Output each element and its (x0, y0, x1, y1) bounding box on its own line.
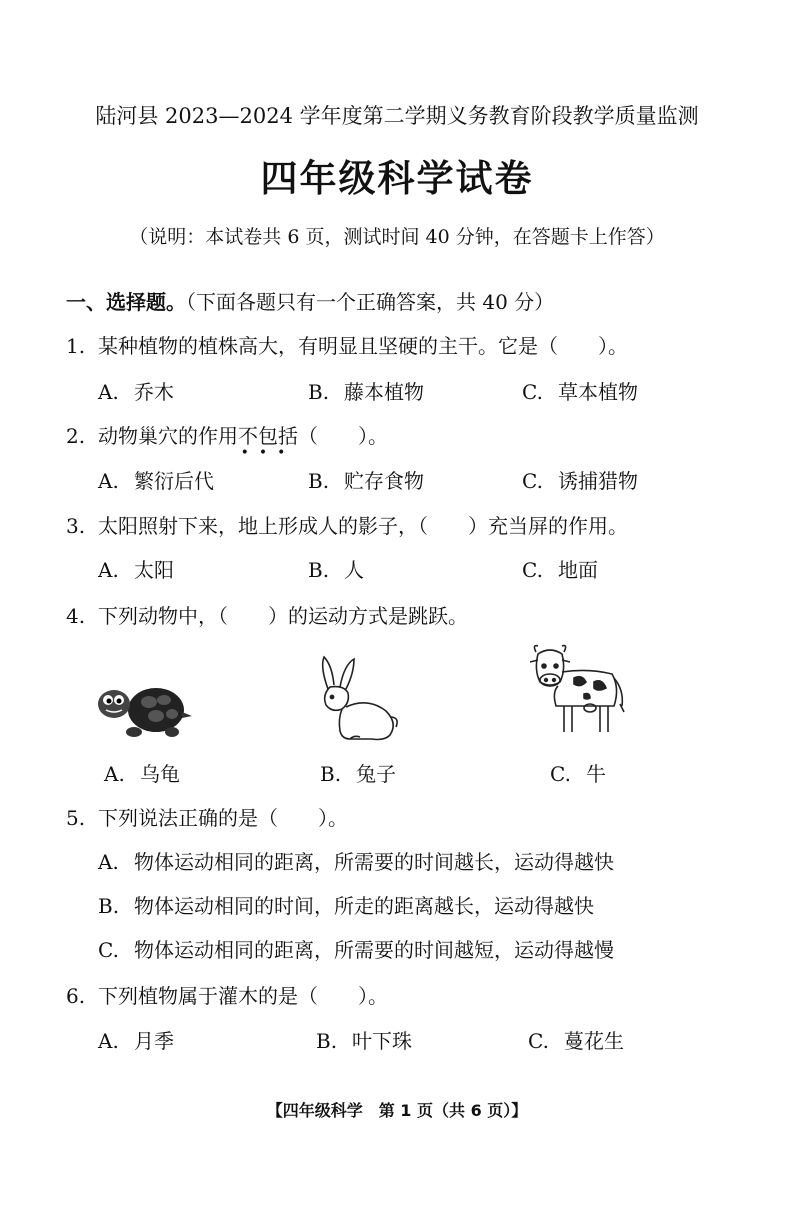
option-3a: A. 太阳 (98, 558, 174, 582)
question-text: 某种植物的植株高大，有明显且坚硬的主干。它是（ ）。 (98, 334, 628, 358)
section-title: 一、选择题。 (66, 290, 186, 314)
option-1a: A. 乔木 (98, 380, 174, 404)
question-number: 4. (66, 604, 86, 628)
question-4 (66, 600, 468, 629)
question-1 (66, 330, 628, 359)
option-1c: C. 草本植物 (522, 380, 638, 404)
question-text: 太阳照射下来，地上形成人的影子，（ ）充当屏的作用。 (98, 514, 628, 538)
question-text: 下列动物中，（ ）的运动方式是跳跃。 (98, 604, 468, 628)
option-1b: B. 藤本植物 (308, 380, 424, 404)
question-6 (66, 980, 388, 1009)
option-3b: B. 人 (308, 558, 364, 582)
option-3c: C. 地面 (522, 558, 598, 582)
exam-instructions: （说明：本试卷共 6 页，测试时间 40 分钟，在答题卡上作答） (129, 226, 665, 248)
question-number: 5. (66, 806, 86, 830)
section-heading (66, 286, 554, 315)
question-2: 2. 动物巢穴的作用不包括 ••• （ ）。 (66, 420, 388, 449)
page-title: 四年级科学试卷 (260, 157, 534, 200)
question-3 (66, 510, 628, 539)
option-6c: C. 蔓花生 (528, 1029, 624, 1053)
option-2c: C. 诱捕猎物 (522, 469, 638, 493)
option-5b: B. 物体运动相同的时间，所走的距离越长，运动得越快 (98, 894, 594, 918)
section-instruction: （下面各题只有一个正确答案，共 40 分） (186, 290, 555, 314)
question-number: 1. (66, 334, 86, 358)
cow-icon (528, 642, 632, 738)
option-5c: C. 物体运动相同的距离，所需要的时间越短，运动得越慢 (98, 938, 614, 962)
turtle-icon (94, 676, 194, 742)
question-text: 下列说法正确的是（ ）。 (98, 806, 348, 830)
option-6a: A. 月季 (98, 1029, 174, 1053)
option-2b: B. 贮存食物 (308, 469, 424, 493)
option-4b: B. 兔子 (320, 762, 396, 786)
question-number: 6. (66, 984, 86, 1008)
question-number: 3. (66, 514, 86, 538)
option-4c: C. 牛 (550, 762, 606, 786)
option-2a: A. 繁衍后代 (98, 469, 214, 493)
option-5a: A. 物体运动相同的距离，所需要的时间越长，运动得越快 (98, 850, 614, 874)
question-number: 2. (66, 424, 86, 448)
page-footer: 【四年级科学 第 1 页（共 6 页）】 (266, 1101, 528, 1120)
exam-header: 陆河县 2023—2024 学年度第二学期义务教育阶段教学质量监测 (95, 104, 699, 128)
rabbit-icon (316, 655, 400, 745)
emphasis-text: 不包括 ••• (238, 424, 298, 461)
question-5 (66, 802, 348, 831)
option-6b: B. 叶下珠 (316, 1029, 412, 1053)
option-4a: A. 乌龟 (104, 762, 180, 786)
question-text: 下列植物属于灌木的是（ ）。 (98, 984, 388, 1008)
